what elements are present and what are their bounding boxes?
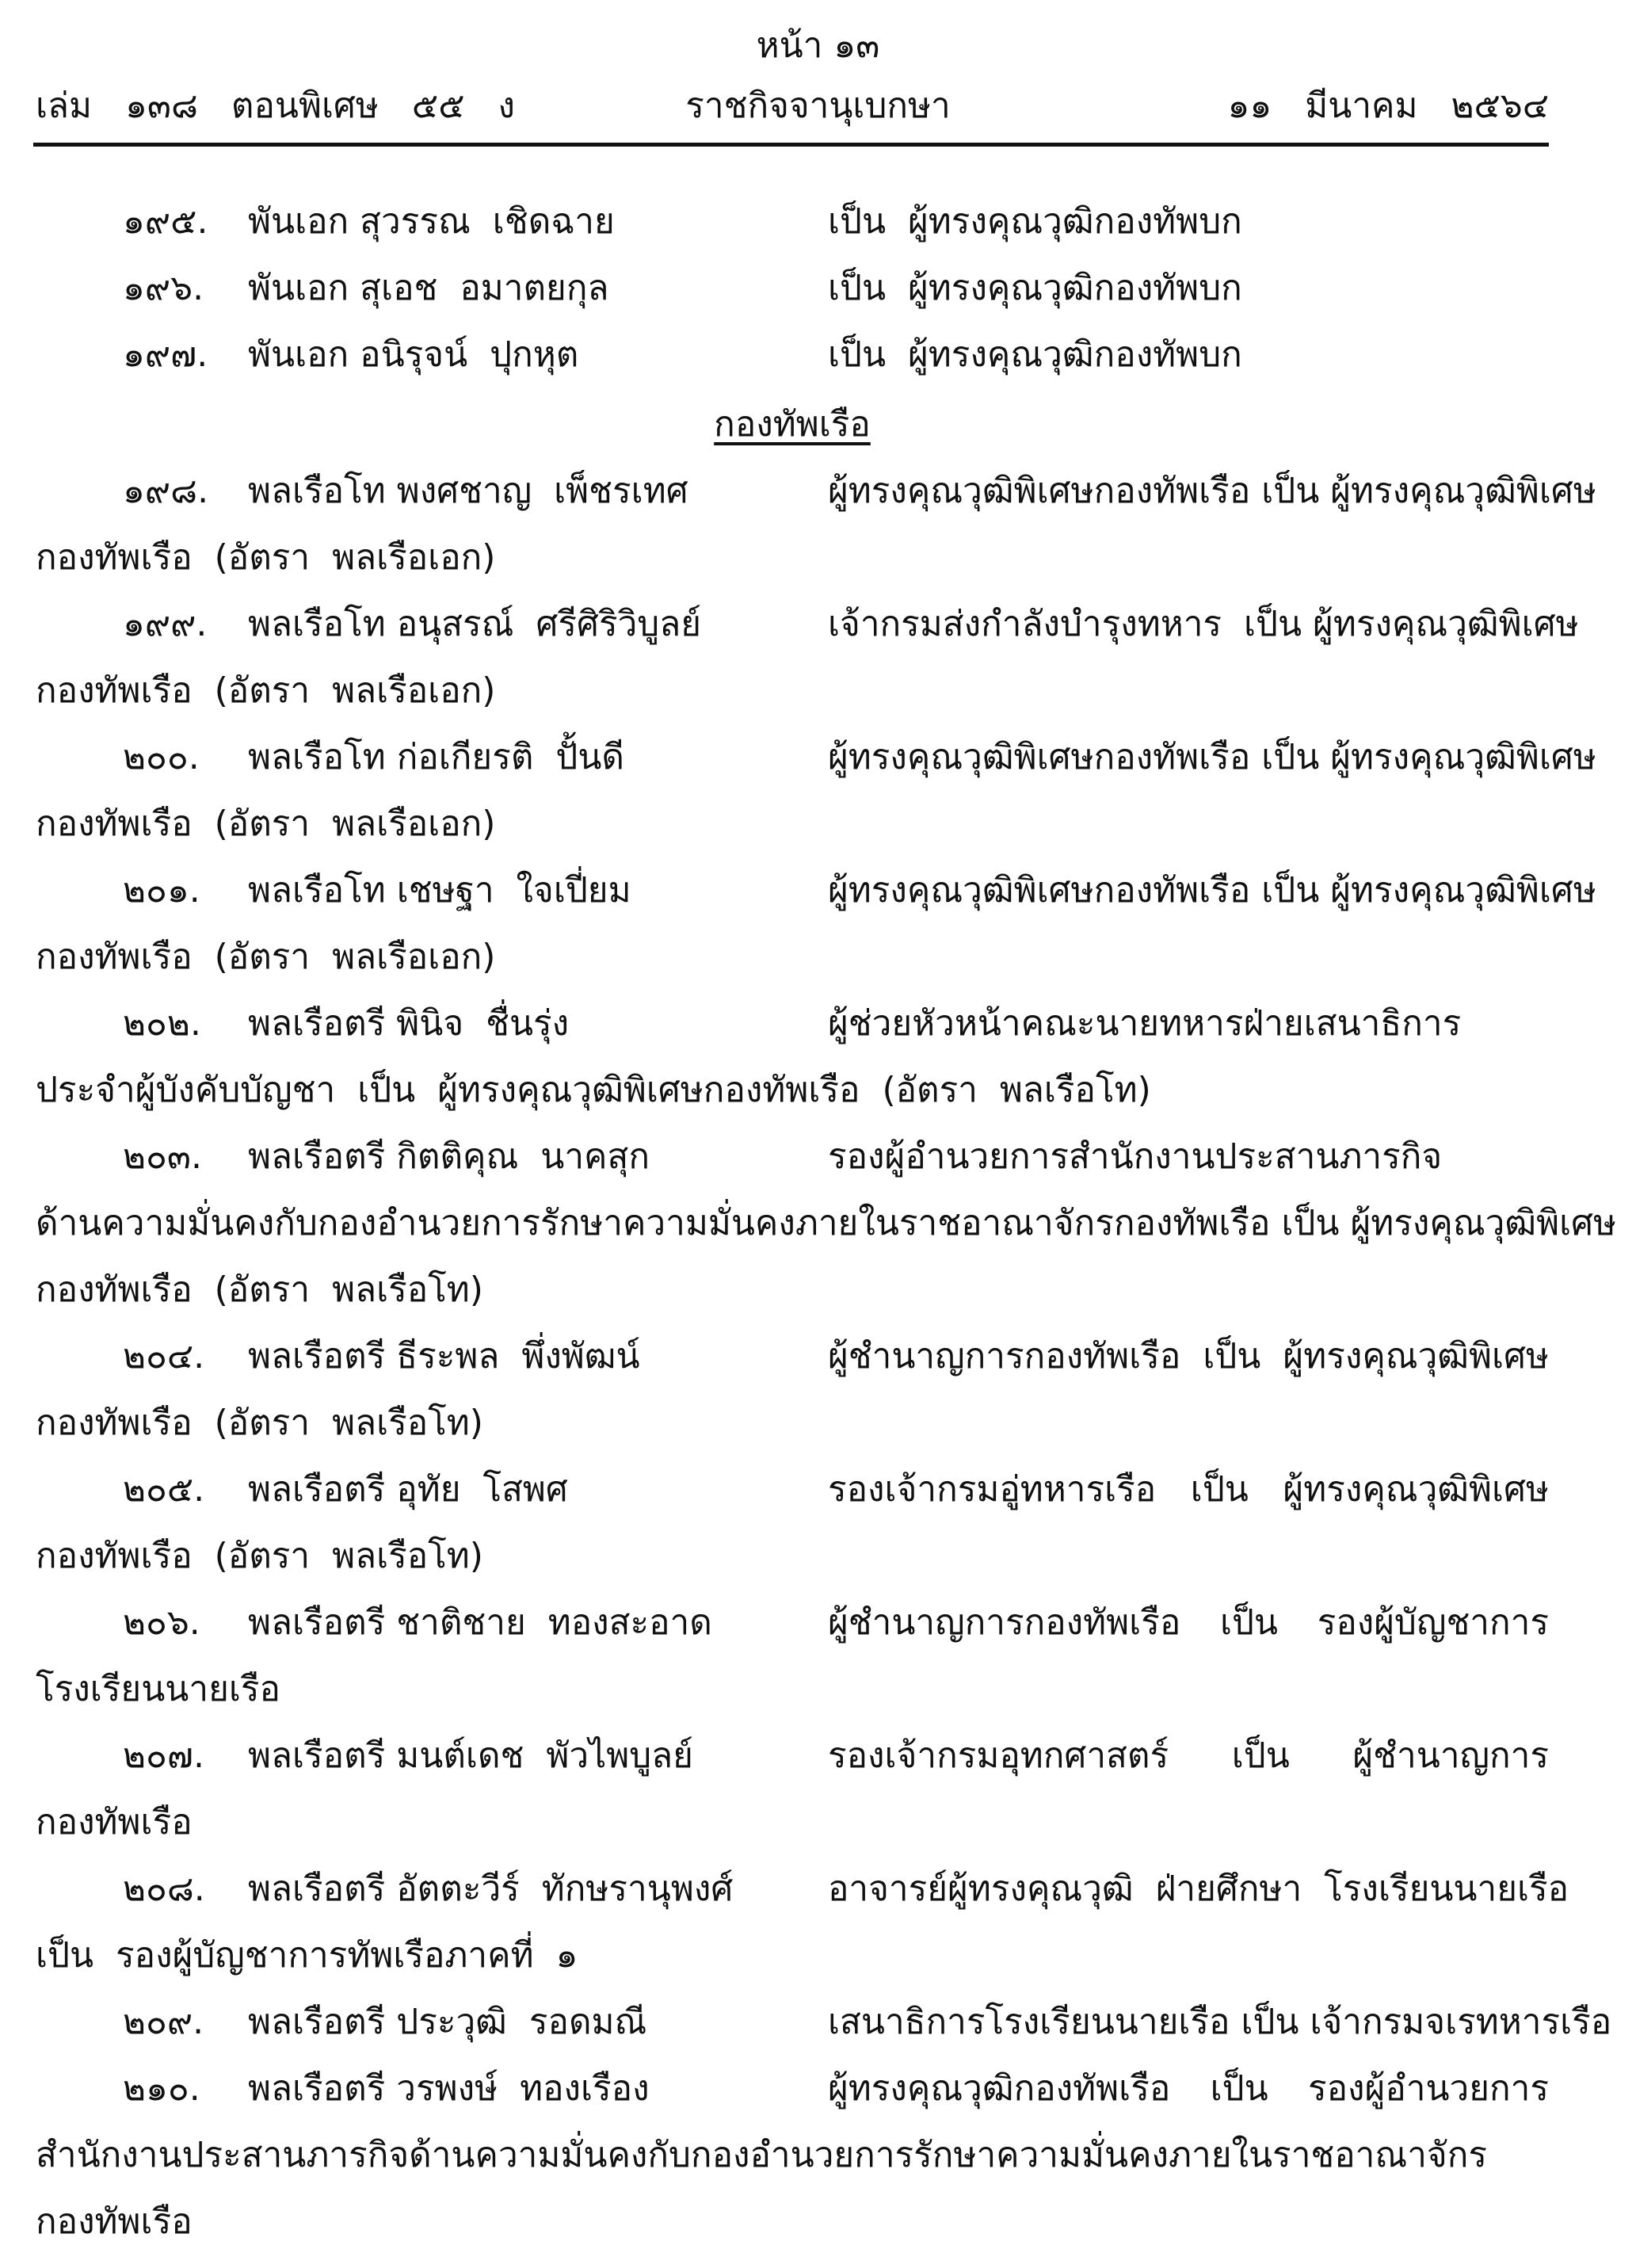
- entry-first-line: [36, 724, 1596, 791]
- appointment-text: ผู้ชำนาญการกองทัพเรือ เป็น ผู้ทรงคุณวุฒิพิเศษ: [828, 1336, 1549, 1376]
- entry-number: ๒๐๖.: [123, 1602, 200, 1643]
- appointment-continuation: กองทัพเรือ (อัตรา พลเรือเอก): [36, 804, 496, 844]
- appointment-entry: [36, 857, 1596, 991]
- appointment-continuation: กองทัพเรือ (อัตรา พลเรือโท): [36, 1403, 483, 1443]
- appointment-continuation: กองทัพเรือ: [36, 1802, 193, 1842]
- appointment-text: เป็น ผู้ทรงคุณวุฒิกองทัพบก: [828, 334, 1242, 375]
- entry-number: ๒๐๓.: [123, 1136, 202, 1177]
- entry-first-line: [36, 1457, 1549, 1523]
- entry-first-line: [36, 1723, 1549, 1789]
- officer-name: พลเรือตรี วรพงษ์ ทองเรือง: [248, 2068, 650, 2109]
- entry-first-line: [36, 1856, 1569, 1922]
- appointment-entry: [36, 724, 1596, 857]
- officer-name: พลเรือโท เชษฐา ใจเปี่ยม: [248, 870, 631, 911]
- appointment-text: อาจารย์ผู้ทรงคุณวุฒิ ฝ่ายศึกษา โรงเรียนนายเรือ: [828, 1869, 1569, 1909]
- section-heading-navy: [36, 391, 1549, 458]
- appointment-entry: [36, 255, 1549, 322]
- officer-name: พันเอก อนิรุจน์ ปุกหุต: [248, 334, 579, 375]
- entry-number: ๒๐๒.: [123, 1003, 201, 1044]
- entry-number: ๒๑๐.: [123, 2068, 200, 2109]
- officer-name: พลเรือตรี มนต์เดช พัวไพบูลย์: [248, 1735, 693, 1776]
- appointment-text: ผู้ทรงคุณวุฒิกองทัพเรือ เป็น รองผู้อำนวยการ: [828, 2068, 1549, 2109]
- appointment-entry: [36, 1124, 1617, 1323]
- page-number: หน้า ๑๓: [756, 25, 880, 66]
- entry-number: ๑๙๕.: [123, 201, 208, 242]
- officer-name: พลเรือโท พงศชาญ เพ็ชรเทศ: [248, 471, 688, 511]
- officer-name: พลเรือตรี อัตตะวีร์ ทักษรานุพงศ์: [248, 1869, 734, 1909]
- appointment-continuation: กองทัพเรือ: [36, 2201, 193, 2242]
- entry-first-line: [36, 1590, 1549, 1656]
- appointment-text: เสนาธิการโรงเรียนนายเรือ เป็น เจ้ากรมจเรทหารเรือ: [828, 2002, 1612, 2042]
- officer-name: พลเรือตรี ธีระพล พึ่งพัฒน์: [248, 1336, 640, 1376]
- appointment-entry: [36, 1723, 1549, 1856]
- publication-title: ราชกิจจานุเบกษา: [685, 86, 951, 126]
- appointment-text: ผู้ช่วยหัวหน้าคณะนายทหารฝ่ายเสนาธิการ: [828, 1003, 1462, 1044]
- appointment-text: เจ้ากรมส่งกำลังบำรุงทหาร เป็น ผู้ทรงคุณวุฒิพิเศษ: [828, 604, 1579, 644]
- appointment-continuation: ด้านความมั่นคงกับกองอำนวยการรักษาความมั่นคงภายในราชอาณาจักรกองทัพเรือ เป็น ผู้ทรงคุณวุฒิพิเศษ: [36, 1203, 1617, 1243]
- officer-name: พลเรือโท ก่อเกียรติ ปั้นดี: [248, 737, 624, 777]
- entry-number: ๑๙๗.: [123, 334, 208, 375]
- officer-name: พันเอก สุวรรณ เชิดฉาย: [248, 201, 615, 242]
- appointment-entry: [36, 591, 1579, 724]
- appointment-continuation: โรงเรียนนายเรือ: [36, 1669, 280, 1709]
- appointment-text: เป็น ผู้ทรงคุณวุฒิกองทัพบก: [828, 268, 1242, 308]
- officer-name: พลเรือตรี อุทัย โสพศ: [248, 1469, 568, 1510]
- officer-name: พลเรือตรี ชาติชาย ทองสะอาด: [248, 1602, 712, 1643]
- appointment-continuation: ประจำผู้บังคับบัญชา เป็น ผู้ทรงคุณวุฒิพิเศษกองทัพเรือ (อัตรา พลเรือโท): [36, 1070, 1151, 1110]
- entry-first-line: [36, 1323, 1549, 1390]
- officer-name: พลเรือตรี พินิจ ชื่นรุ่ง: [248, 1003, 570, 1044]
- appointment-text: ผู้ทรงคุณวุฒิพิเศษกองทัพเรือ เป็น ผู้ทรงคุณวุฒิพิเศษ: [828, 870, 1596, 911]
- entry-number: ๑๙๖.: [123, 268, 204, 308]
- appointment-text: รองเจ้ากรมอู่ทหารเรือ เป็น ผู้ทรงคุณวุฒิพิเศษ: [828, 1469, 1549, 1510]
- appointment-continuation: กองทัพเรือ (อัตรา พลเรือโท): [36, 1270, 483, 1310]
- appointment-continuation: กองทัพเรือ (อัตรา พลเรือเอก): [36, 670, 496, 711]
- entry-number: ๑๙๘.: [123, 471, 209, 511]
- appointment-entry: [36, 1323, 1549, 1457]
- entry-first-line: [36, 1989, 1612, 2056]
- appointment-text: ผู้ทรงคุณวุฒิพิเศษกองทัพเรือ เป็น ผู้ทรงคุณวุฒิพิเศษ: [828, 471, 1596, 511]
- army-entries: [36, 189, 1549, 388]
- entry-first-line: [36, 2056, 1549, 2122]
- officer-name: พันเอก สุเอช อมาตยกุล: [248, 268, 609, 308]
- entry-number: ๑๙๙.: [123, 604, 208, 644]
- publication-date: ๑๑ มีนาคม ๒๕๖๔: [1227, 86, 1549, 126]
- navy-entries: [36, 458, 1617, 2255]
- entry-first-line: [36, 857, 1596, 924]
- entry-first-line: [36, 255, 1549, 322]
- entry-number: ๒๐๘.: [123, 1869, 205, 1909]
- entry-number: ๒๐๙.: [123, 2002, 204, 2042]
- appointment-entry: [36, 1457, 1549, 1590]
- appointment-entry: [36, 1856, 1569, 1989]
- officer-name: พลเรือตรี ประวุฒิ รอดมณี: [248, 2002, 647, 2042]
- entry-number: ๒๐๕.: [123, 1469, 205, 1510]
- appointment-continuation: สำนักงานประสานภารกิจด้านความมั่นคงกับกองอำนวยการรักษาความมั่นคงภายในราชอาณาจักร: [36, 2135, 1487, 2175]
- entry-first-line: [36, 591, 1579, 658]
- appointment-continuation: กองทัพเรือ (อัตรา พลเรือเอก): [36, 937, 496, 977]
- document-body: [36, 189, 1617, 2255]
- entry-first-line: [36, 322, 1549, 388]
- appointment-entry: [36, 991, 1549, 1124]
- entry-number: ๒๐๐.: [123, 737, 200, 777]
- entry-first-line: [36, 1124, 1549, 1190]
- officer-name: พลเรือโท อนุสรณ์ ศรีศิริวิบูลย์: [248, 604, 701, 644]
- appointment-entry: [36, 458, 1596, 591]
- header-divider: [33, 143, 1549, 147]
- entry-number: ๒๐๔.: [123, 1336, 205, 1376]
- volume-issue: เล่ม ๑๓๘ ตอนพิเศษ ๕๕ ง: [36, 86, 515, 126]
- appointment-entry: [36, 322, 1549, 388]
- appointment-entry: [36, 2056, 1549, 2255]
- appointment-text: รองเจ้ากรมอุทกศาสตร์ เป็น ผู้ชำนาญการ: [828, 1735, 1549, 1776]
- appointment-continuation: เป็น รองผู้บัญชาการทัพเรือภาคที่ ๑: [36, 1935, 578, 1976]
- entry-first-line: [36, 991, 1549, 1057]
- appointment-text: ผู้ทรงคุณวุฒิพิเศษกองทัพเรือ เป็น ผู้ทรงคุณวุฒิพิเศษ: [828, 737, 1596, 777]
- appointment-text: ผู้ชำนาญการกองทัพเรือ เป็น รองผู้บัญชาการ: [828, 1602, 1549, 1643]
- appointment-entry: [36, 1989, 1612, 2056]
- appointment-text: รองผู้อำนวยการสำนักงานประสานภารกิจ: [828, 1136, 1443, 1177]
- appointment-text: เป็น ผู้ทรงคุณวุฒิกองทัพบก: [828, 201, 1242, 242]
- entry-number: ๒๐๗.: [123, 1735, 204, 1776]
- appointment-continuation: กองทัพเรือ (อัตรา พลเรือโท): [36, 1536, 483, 1576]
- appointment-entry: [36, 1590, 1549, 1723]
- entry-first-line: [36, 458, 1596, 525]
- entry-number: ๒๐๑.: [123, 870, 200, 911]
- entry-first-line: [36, 189, 1549, 255]
- appointment-entry: [36, 189, 1549, 255]
- appointment-continuation: กองทัพเรือ (อัตรา พลเรือเอก): [36, 537, 496, 578]
- officer-name: พลเรือตรี กิตติคุณ นาคสุก: [248, 1136, 650, 1177]
- section-heading-text: กองทัพเรือ: [714, 404, 871, 445]
